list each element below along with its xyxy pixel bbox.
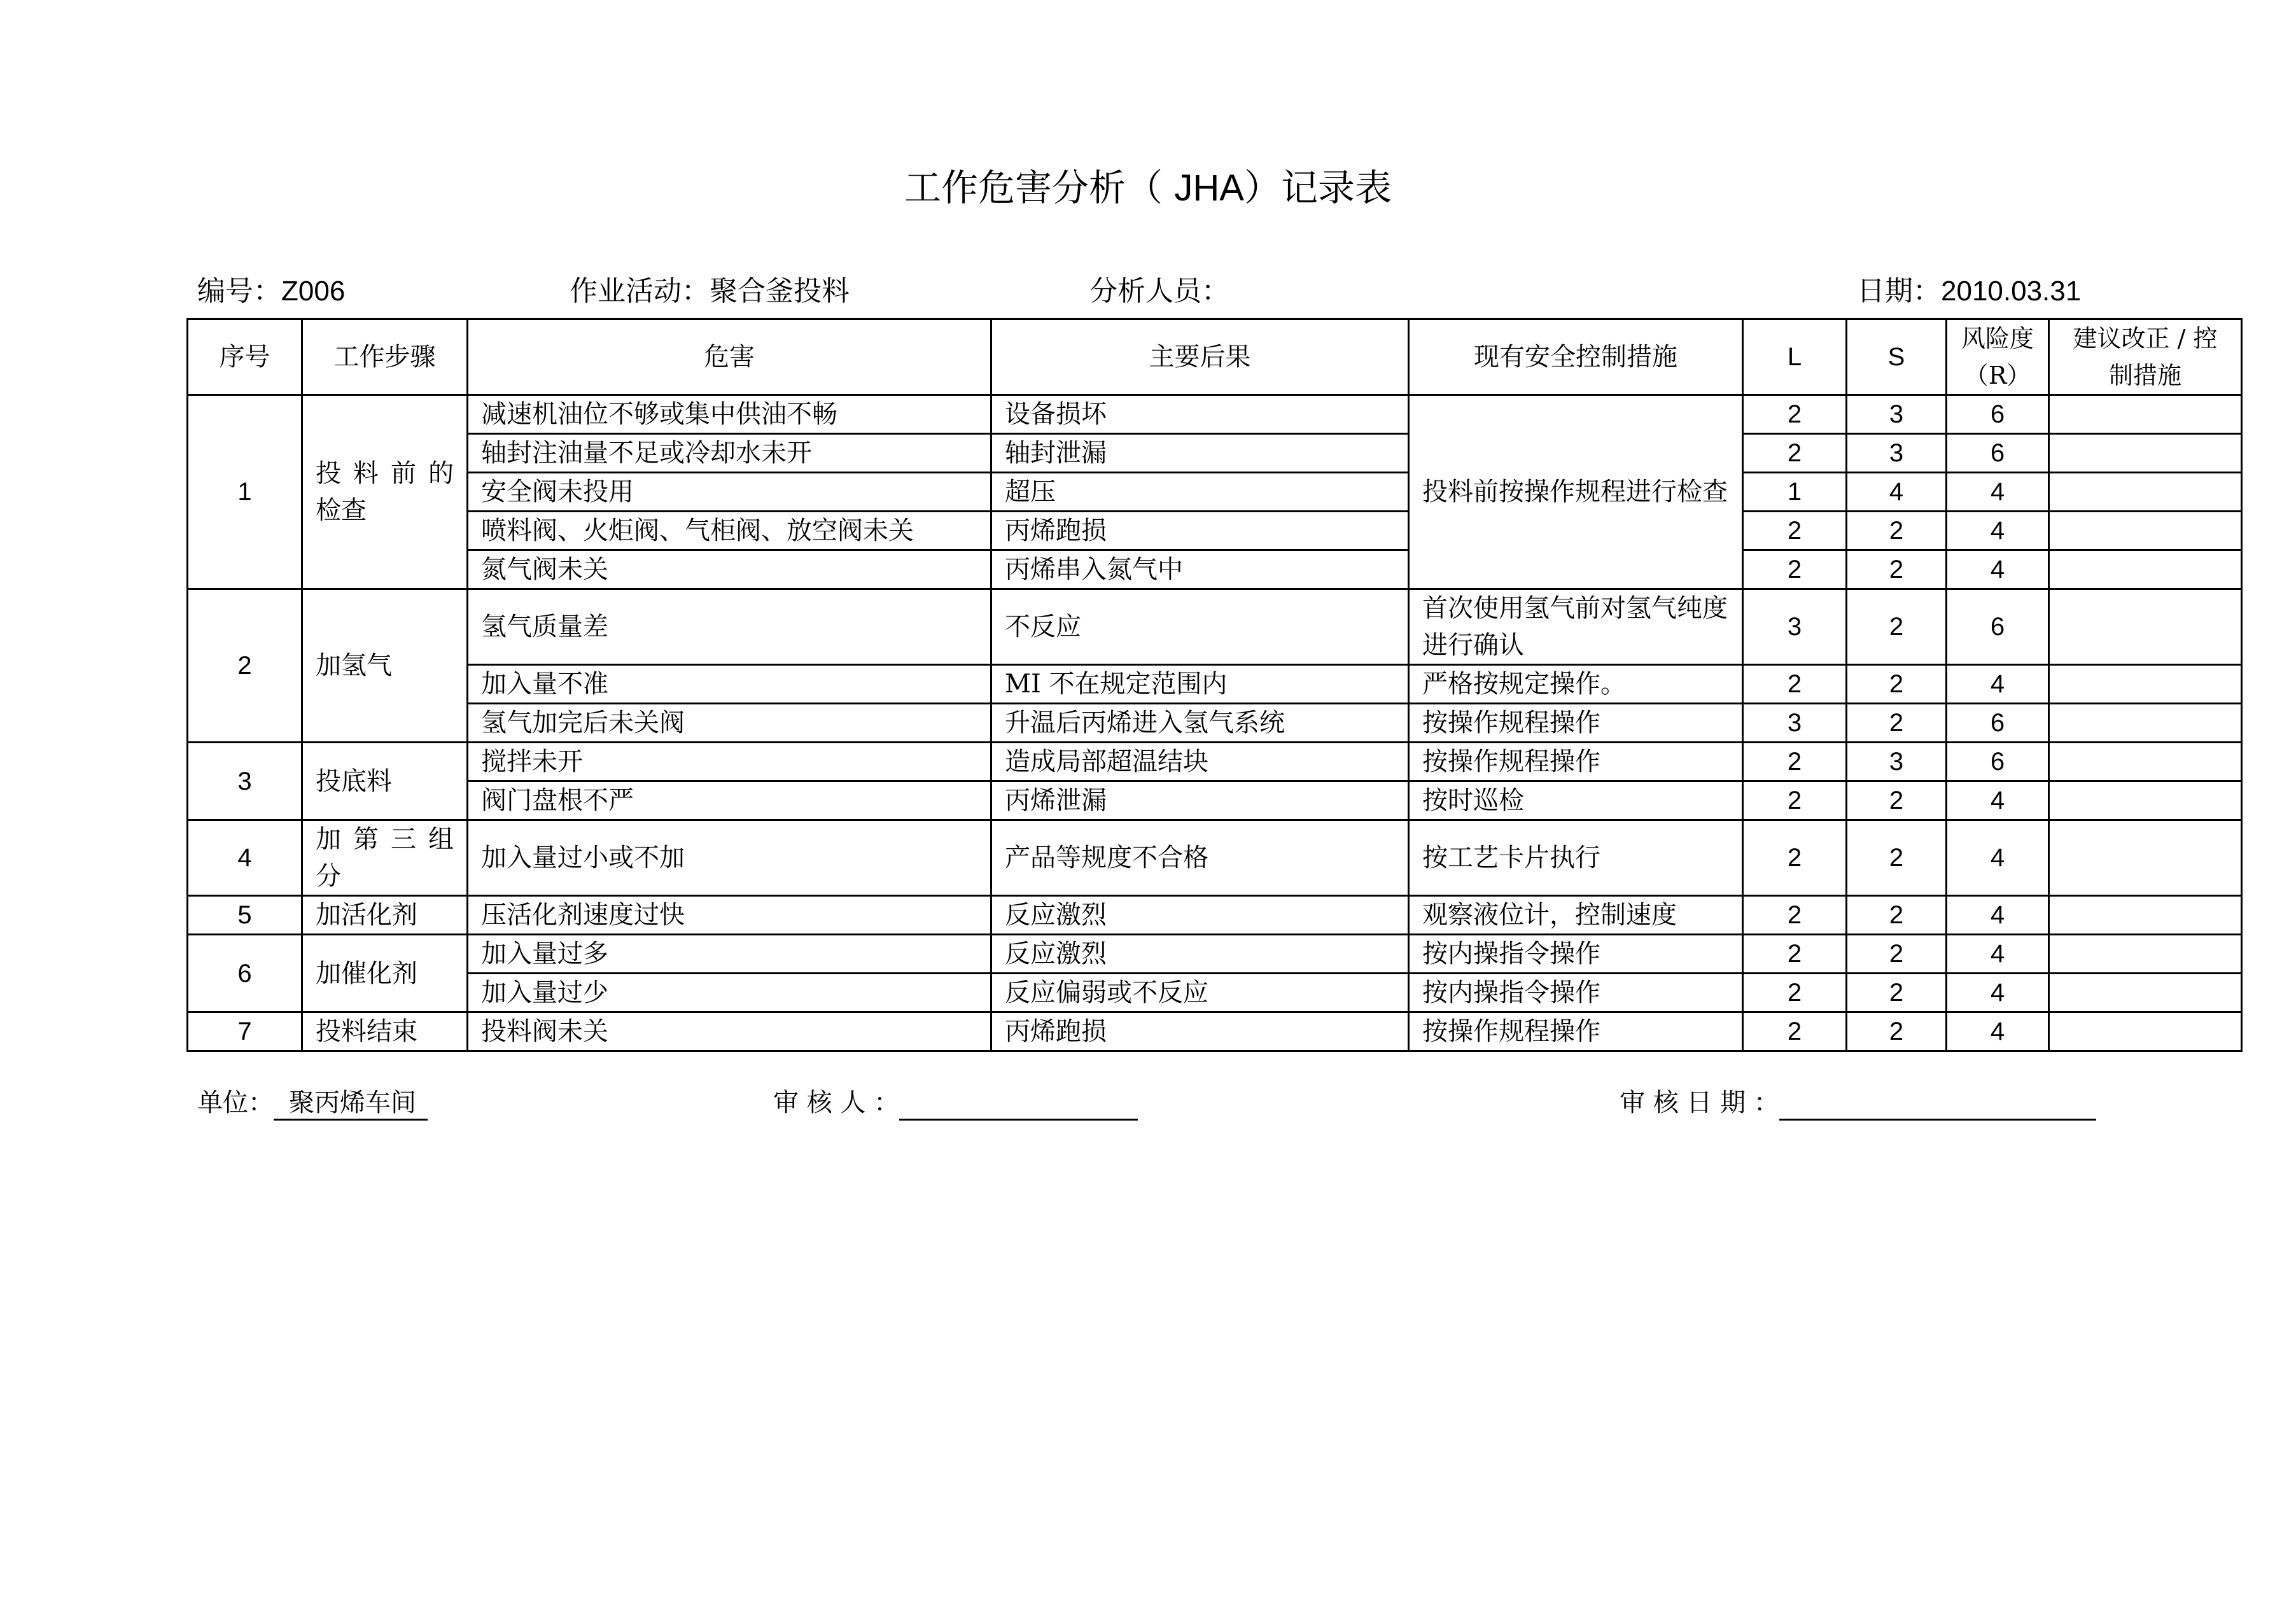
l-cell: 2	[1743, 550, 1847, 589]
l-cell: 2	[1743, 935, 1847, 974]
s-cell: 2	[1847, 665, 1947, 704]
l-cell: 2	[1743, 896, 1847, 935]
l-cell: 2	[1743, 512, 1847, 550]
footer-reviewer	[773, 1085, 1138, 1121]
consequence-cell: 产品等规度不合格	[991, 820, 1409, 896]
control-cell: 按时巡检	[1409, 781, 1743, 820]
risk-cell: 6	[1947, 704, 2049, 743]
table-row	[188, 550, 2242, 589]
hazard-cell: 阀门盘根不严	[468, 781, 991, 820]
consequence-cell: 反应激烈	[991, 935, 1409, 974]
table-header-row	[188, 319, 2242, 395]
control-cell: 按工艺卡片执行	[1409, 820, 1743, 896]
analyst-label: 分析人员：	[1089, 275, 1229, 307]
seq-cell: 5	[188, 896, 302, 935]
l-cell: 2	[1743, 395, 1847, 434]
footer-unit	[197, 1085, 428, 1121]
table-row	[188, 896, 2242, 935]
work-activity-value: 聚合釜投料	[710, 275, 850, 307]
s-cell: 2	[1847, 589, 1947, 665]
table-row	[188, 704, 2242, 743]
s-cell: 4	[1847, 473, 1947, 512]
footer-review-date	[1620, 1085, 2096, 1121]
consequence-cell: 反应激烈	[991, 896, 1409, 935]
risk-cell: 4	[1947, 820, 2049, 896]
table-row	[188, 589, 2242, 665]
consequence-cell: 超压	[991, 473, 1409, 512]
control-cell: 按操作规程操作	[1409, 743, 1743, 781]
header-suggestion-line2: 制措施	[2108, 361, 2181, 389]
suggestion-cell	[2049, 395, 2242, 434]
seq-cell: 4	[188, 820, 302, 896]
suggestion-cell	[2049, 974, 2242, 1012]
s-cell: 2	[1847, 704, 1947, 743]
l-cell: 2	[1743, 665, 1847, 704]
suggestion-cell	[2049, 743, 2242, 781]
hazard-cell: 压活化剂速度过快	[468, 896, 991, 935]
header-controls: 现有安全控制措施	[1409, 319, 1743, 395]
consequence-cell: 反应偏弱或不反应	[991, 974, 1409, 1012]
hazard-cell: 氢气质量差	[468, 589, 991, 665]
step-cell: 投料结束	[302, 1012, 468, 1051]
s-cell: 2	[1847, 512, 1947, 550]
record-number-value: Z006	[281, 276, 346, 307]
step-cell: 投底料	[302, 743, 468, 820]
risk-cell: 4	[1947, 974, 2049, 1012]
s-cell: 2	[1847, 1012, 1947, 1051]
hazard-cell: 氮气阀未关	[468, 550, 991, 589]
control-cell: 首次使用氢气前对氢气纯度进行确认	[1409, 589, 1743, 665]
header-s: S	[1847, 319, 1947, 395]
seq-cell: 1	[188, 395, 302, 589]
suggestion-cell	[2049, 896, 2242, 935]
suggestion-cell	[2049, 512, 2242, 550]
title-prefix: 工作危害分析（	[904, 166, 1175, 209]
risk-cell: 6	[1947, 434, 2049, 473]
suggestion-cell	[2049, 935, 2242, 974]
seq-cell: 2	[188, 589, 302, 743]
l-cell: 1	[1743, 473, 1847, 512]
footer-reviewer-line[interactable]	[899, 1088, 1138, 1121]
hazard-cell: 减速机油位不够或集中供油不畅	[468, 395, 991, 434]
work-activity	[570, 272, 850, 311]
risk-cell: 4	[1947, 1012, 2049, 1051]
header-l: L	[1743, 319, 1847, 395]
s-cell: 2	[1847, 935, 1947, 974]
footer-review-date-label: 审 核 日 期 ：	[1620, 1088, 1779, 1117]
table-row	[188, 1012, 2242, 1051]
suggestion-cell	[2049, 781, 2242, 820]
suggestion-cell	[2049, 550, 2242, 589]
header-consequence: 主要后果	[991, 319, 1409, 395]
footer-review-date-line[interactable]	[1779, 1088, 2096, 1121]
risk-cell: 6	[1947, 589, 2049, 665]
record-date	[1857, 272, 2081, 311]
hazard-cell: 安全阀未投用	[468, 473, 991, 512]
s-cell: 2	[1847, 820, 1947, 896]
header-hazard: 危害	[468, 319, 991, 395]
l-cell: 2	[1743, 781, 1847, 820]
l-cell: 2	[1743, 743, 1847, 781]
step-cell: 加催化剂	[302, 935, 468, 1012]
title-code: JHA	[1174, 167, 1244, 209]
hazard-cell: 喷料阀、火炬阀、气柜阀、放空阀未关	[468, 512, 991, 550]
l-cell: 3	[1743, 704, 1847, 743]
risk-cell: 4	[1947, 896, 2049, 935]
consequence-cell: 丙烯泄漏	[991, 781, 1409, 820]
risk-cell: 4	[1947, 935, 2049, 974]
l-cell: 2	[1743, 434, 1847, 473]
table-row	[188, 434, 2242, 473]
s-cell: 2	[1847, 781, 1947, 820]
consequence-cell: 轴封泄漏	[991, 434, 1409, 473]
table-row	[188, 743, 2242, 781]
risk-cell: 4	[1947, 473, 2049, 512]
work-activity-label: 作业活动：	[570, 275, 710, 307]
l-cell: 2	[1743, 1012, 1847, 1051]
risk-cell: 6	[1947, 743, 2049, 781]
risk-cell: 4	[1947, 781, 2049, 820]
analyst	[1089, 272, 1229, 311]
consequence-cell: MI 不在规定范围内	[991, 665, 1409, 704]
header-suggestion-line1: 建议改正 / 控	[2073, 325, 2218, 353]
risk-cell: 6	[1947, 395, 2049, 434]
header-suggestion	[2049, 319, 2242, 395]
seq-cell: 6	[188, 935, 302, 1012]
footer-unit-value: 聚丙烯车间	[274, 1087, 428, 1121]
s-cell: 2	[1847, 550, 1947, 589]
table-row	[188, 974, 2242, 1012]
hazard-cell: 投料阀未关	[468, 1012, 991, 1051]
step-cell: 加活化剂	[302, 896, 468, 935]
control-cell: 严格按规定操作。	[1409, 665, 1743, 704]
hazard-cell: 搅拌未开	[468, 743, 991, 781]
suggestion-cell	[2049, 434, 2242, 473]
hazard-cell: 氢气加完后未关阀	[468, 704, 991, 743]
table-row	[188, 781, 2242, 820]
suggestion-cell	[2049, 704, 2242, 743]
hazard-cell: 加入量过少	[468, 974, 991, 1012]
risk-cell: 4	[1947, 512, 2049, 550]
footer-reviewer-label: 审 核 人 ：	[773, 1088, 900, 1117]
s-cell: 2	[1847, 896, 1947, 935]
step-cell: 加氢气	[302, 589, 468, 743]
l-cell: 2	[1743, 974, 1847, 1012]
seq-cell: 3	[188, 743, 302, 820]
header-risk	[1947, 319, 2049, 395]
consequence-cell: 丙烯跑损	[991, 512, 1409, 550]
control-cell: 按内操指令操作	[1409, 974, 1743, 1012]
header-seq: 序号	[188, 319, 302, 395]
record-date-label: 日期：	[1857, 275, 1941, 307]
table-row	[188, 512, 2242, 550]
header-risk-line2: （R）	[1964, 361, 2031, 389]
suggestion-cell	[2049, 589, 2242, 665]
record-date-value: 2010.03.31	[1941, 276, 2082, 307]
consequence-cell: 丙烯串入氮气中	[991, 550, 1409, 589]
control-cell: 按操作规程操作	[1409, 1012, 1743, 1051]
table-row	[188, 820, 2242, 896]
table-row	[188, 935, 2242, 974]
footer-unit-label: 单位：	[197, 1088, 274, 1117]
seq-cell: 7	[188, 1012, 302, 1051]
consequence-cell: 丙烯跑损	[991, 1012, 1409, 1051]
control-cell: 观察液位计，控制速度	[1409, 896, 1743, 935]
s-cell: 3	[1847, 743, 1947, 781]
l-cell: 2	[1743, 820, 1847, 896]
jha-table	[186, 318, 2243, 1052]
table-row	[188, 665, 2242, 704]
suggestion-cell	[2049, 473, 2242, 512]
hazard-cell: 加入量过多	[468, 935, 991, 974]
s-cell: 2	[1847, 974, 1947, 1012]
risk-cell: 4	[1947, 665, 2049, 704]
hazard-cell: 轴封注油量不足或冷却水未开	[468, 434, 991, 473]
step-cell: 投 料 前 的检查	[302, 395, 468, 589]
consequence-cell: 升温后丙烯进入氢气系统	[991, 704, 1409, 743]
hazard-cell: 加入量不准	[468, 665, 991, 704]
hazard-cell: 加入量过小或不加	[468, 820, 991, 896]
control-cell: 按操作规程操作	[1409, 704, 1743, 743]
step-cell: 加 第 三 组分	[302, 820, 468, 896]
suggestion-cell	[2049, 820, 2242, 896]
table-row	[188, 473, 2242, 512]
title-suffix: ）记录表	[1244, 166, 1392, 209]
table-row	[188, 395, 2242, 434]
consequence-cell: 设备损坏	[991, 395, 1409, 434]
s-cell: 3	[1847, 395, 1947, 434]
document-title	[0, 162, 2296, 214]
l-cell: 3	[1743, 589, 1847, 665]
risk-cell: 4	[1947, 550, 2049, 589]
record-number-label: 编号：	[197, 275, 281, 307]
header-step: 工作步骤	[302, 319, 468, 395]
consequence-cell: 不反应	[991, 589, 1409, 665]
header-risk-line1: 风险度	[1961, 325, 2034, 353]
suggestion-cell	[2049, 665, 2242, 704]
suggestion-cell	[2049, 1012, 2242, 1051]
control-cell: 投料前按操作规程进行检查	[1409, 395, 1743, 589]
s-cell: 3	[1847, 434, 1947, 473]
control-cell: 按内操指令操作	[1409, 935, 1743, 974]
record-number	[197, 272, 345, 311]
consequence-cell: 造成局部超温结块	[991, 743, 1409, 781]
